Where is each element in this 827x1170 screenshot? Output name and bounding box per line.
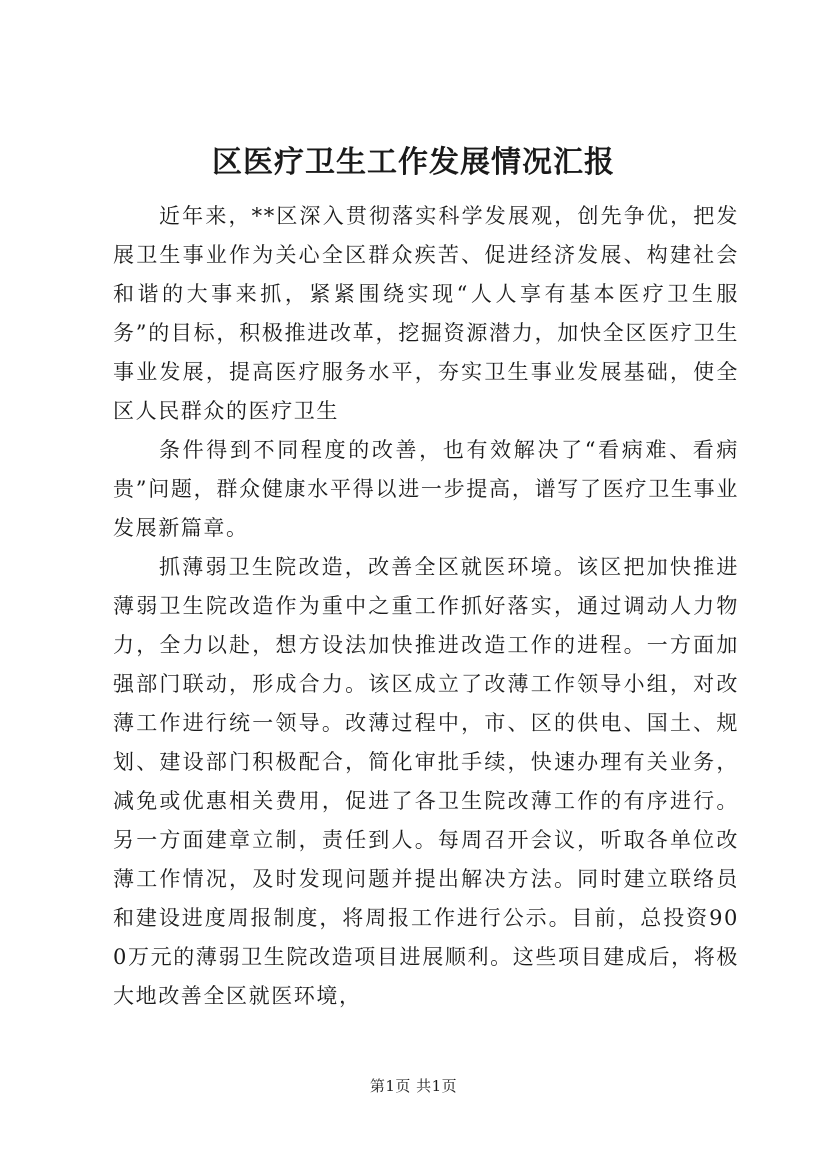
- document-body: [113, 197, 739, 1016]
- page-footer: 第1页 共1页: [369, 1077, 458, 1095]
- paragraph-3: 抓薄弱卫生院改造，改善全区就医环境。该区把加快推进薄弱卫生院改造作为重中之重工作抓好落实，通过调动人力物力，全力以赴，想方设法加快推进改造工作的进程。一方面加强部门联动，形成合力。该区成立了改薄工作领导小组，对改薄工作进行统一领导。改薄过程中，市、区的供电、国土、规划、建设部门积极配合，简化审批手续，快速办理有关业务，减免或优惠相关费用，促进了各卫生院改薄工作的有序进行。另一方面建章立制，责任到人。每周召开会议，听取各单位改薄工作情况，及时发现问题并提出解决方法。同时建立联络员和建设进度周报制度，将周报工作进行公示。目前，总投资900万元的薄弱卫生院改造项目进展顺利。这些项目建成后，将极大地改善全区就医环境，: [113, 555, 739, 1008]
- document-title: 区医疗卫生工作发展情况汇报: [212, 145, 615, 180]
- paragraph-1: 近年来，**区深入贯彻落实科学发展观，创先争优，把发展卫生事业作为关心全区群众疾苦、促进经济发展、构建社会和谐的大事来抓，紧紧围绕实现“人人享有基本医疗卫生服务”的目标，积极推进改革，挖掘资源潜力，加快全区医疗卫生事业发展，提高医疗服务水平，夯实卫生事业发展基础，使全区人民群众的医疗卫生: [113, 204, 739, 423]
- paragraph-2: 条件得到不同程度的改善，也有效解决了“看病难、看病贵”问题，群众健康水平得以进一步提高，谱写了医疗卫生事业发展新篇章。: [113, 438, 739, 540]
